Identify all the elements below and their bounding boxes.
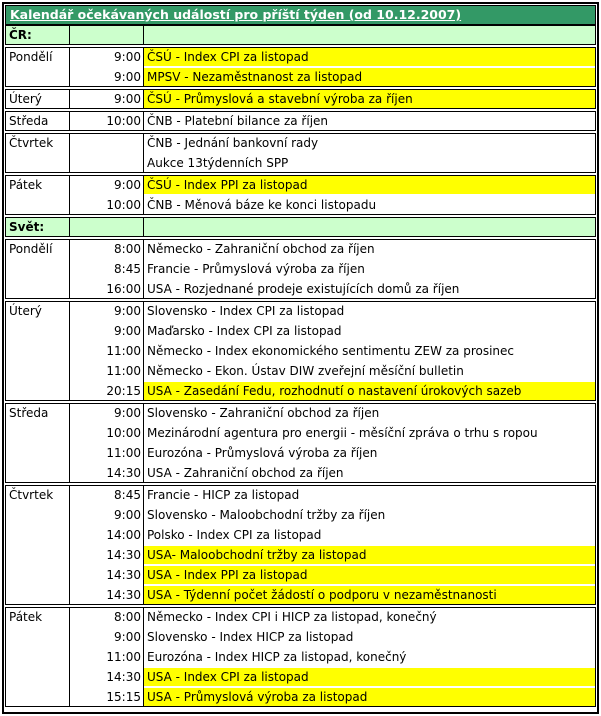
event-column [144, 404, 595, 482]
event-text: USA - Zahraniční obchod za říjen [147, 466, 344, 480]
event-column [144, 302, 595, 400]
event-time: 11:00 [106, 650, 141, 664]
event-time: 10:00 [106, 198, 141, 212]
section-header-cr [5, 25, 596, 45]
time-column [70, 404, 144, 482]
event-text-highlighted: USA - Týdenní počet žádostí o podporu v nezaměstnanosti [144, 586, 595, 604]
event-time: 14:30 [106, 548, 141, 562]
day-label: Pondělí [6, 48, 70, 86]
day-group [5, 175, 596, 215]
calendar-body [5, 25, 596, 707]
event-text: Francie - Průmyslová výroba za říjen [147, 262, 365, 276]
event-column [144, 240, 595, 298]
event-time: 11:00 [106, 446, 141, 460]
event-text-highlighted: USA - Index CPI za listopad [144, 668, 595, 686]
time-column [70, 134, 144, 172]
event-time: 14:30 [106, 670, 141, 684]
day-group [5, 403, 596, 483]
day-group [5, 133, 596, 173]
event-time: 14:30 [106, 568, 141, 582]
day-label: Pondělí [6, 240, 70, 298]
event-time: 9:00 [114, 508, 141, 522]
event-text-highlighted: USA - Zasedání Fedu, rozhodnutí o nastavení úrokových sazeb [144, 382, 595, 400]
time-column [70, 176, 144, 214]
time-column [70, 48, 144, 86]
day-label: Středa [6, 404, 70, 482]
event-column [144, 608, 595, 706]
event-text: Německo - Zahraniční obchod za říjen [147, 242, 375, 256]
day-label: Čtvrtek [6, 486, 70, 604]
event-column [144, 90, 595, 108]
event-time: 14:30 [106, 588, 141, 602]
event-text: USA - Rozjednané prodeje existujících domů za říjen [147, 282, 460, 296]
day-group [5, 301, 596, 401]
event-time: 10:00 [106, 114, 141, 128]
event-text: ČNB - Jednání bankovní rady [147, 136, 319, 150]
day-label: Pátek [6, 608, 70, 706]
event-time: 8:45 [114, 262, 141, 276]
day-label: Úterý [6, 302, 70, 400]
time-column [70, 302, 144, 400]
event-time: 9:00 [114, 324, 141, 338]
event-text: ČNB - Platební bilance za říjen [147, 114, 329, 128]
time-column [70, 608, 144, 706]
day-group [5, 89, 596, 109]
day-group [5, 111, 596, 131]
event-text-highlighted: USA - Index PPI za listopad [144, 566, 595, 584]
event-text: Slovensko - Index HICP za listopad [147, 630, 354, 644]
event-time: 11:00 [106, 364, 141, 378]
event-column [144, 176, 595, 214]
day-label: Úterý [6, 90, 70, 108]
event-text: Eurozóna - Index HICP za listopad, konečný [147, 650, 407, 664]
event-time: 9:00 [114, 304, 141, 318]
event-text: Slovensko - Maloobchodní tržby za říjen [147, 508, 386, 522]
event-time: 15:15 [106, 690, 141, 704]
event-text-highlighted: MPSV - Nezaměstnanost za listopad [144, 68, 595, 86]
event-time: 9:00 [114, 178, 141, 192]
event-time [70, 154, 143, 172]
time-column [70, 112, 144, 130]
event-text: Německo - Index CPI i HICP za listopad, konečný [147, 610, 437, 624]
event-text-highlighted: USA- Maloobchodní tržby za listopad [144, 546, 595, 564]
event-text: ČNB - Měnová báze ke konci listopadu [147, 198, 377, 212]
event-column [144, 486, 595, 604]
section-header-svet [5, 217, 596, 237]
day-group [5, 485, 596, 605]
event-column [144, 134, 595, 172]
event-text-highlighted: ČSÚ - Index CPI za listopad [144, 48, 595, 66]
section-label: Svět: [6, 218, 70, 236]
event-time: 20:15 [106, 384, 141, 398]
event-time [70, 134, 143, 152]
event-text: Maďarsko - Index CPI za listopad [147, 324, 342, 338]
event-time: 9:00 [114, 50, 141, 64]
event-time: 10:00 [106, 426, 141, 440]
section-time-cell [70, 218, 144, 236]
day-label: Čtvrtek [6, 134, 70, 172]
day-group [5, 607, 596, 707]
event-text: Aukce 13týdenních SPP [147, 156, 289, 170]
event-text-highlighted: ČSÚ - Průmyslová a stavební výroba za říjen [144, 90, 595, 108]
day-label: Pátek [6, 176, 70, 214]
event-time: 8:00 [114, 610, 141, 624]
event-time: 9:00 [114, 630, 141, 644]
page-title: Kalendář očekávaných událostí pro příští týden (od 10.12.2007) [5, 5, 596, 25]
event-column [144, 112, 595, 130]
section-time-cell [70, 26, 144, 44]
day-label: Středa [6, 112, 70, 130]
event-text: Francie - HICP za listopad [147, 488, 300, 502]
section-label: ČR: [6, 26, 70, 44]
time-column [70, 486, 144, 604]
event-time: 9:00 [114, 92, 141, 106]
event-text: Německo - Index ekonomického sentimentu ZEW za prosinec [147, 344, 515, 358]
event-time: 9:00 [114, 406, 141, 420]
section-event-cell [144, 218, 595, 236]
event-time: 16:00 [106, 282, 141, 296]
event-time: 11:00 [106, 344, 141, 358]
event-time: 14:30 [106, 466, 141, 480]
event-text: Slovensko - Index CPI za listopad [147, 304, 345, 318]
event-column [144, 48, 595, 86]
event-time: 8:00 [114, 242, 141, 256]
day-group [5, 47, 596, 87]
event-text: Mezinárodní agentura pro energii - měsíční zpráva o trhu s ropou [147, 426, 538, 440]
event-time: 8:45 [114, 488, 141, 502]
event-time: 9:00 [114, 70, 141, 84]
time-column [70, 90, 144, 108]
event-text: Německo - Ekon. Ústav DIW zveřejní měsíční bulletin [147, 364, 464, 378]
time-column [70, 240, 144, 298]
day-group [5, 239, 596, 299]
event-text: Eurozóna - Průmyslová výroba za říjen [147, 446, 378, 460]
event-text: Polsko - Index CPI za listopad [147, 528, 322, 542]
event-text-highlighted: USA - Průmyslová výroba za listopad [144, 688, 595, 706]
event-time: 14:00 [106, 528, 141, 542]
event-text-highlighted: ČSÚ - Index PPI za listopad [144, 176, 595, 194]
events-calendar-table [2, 2, 599, 714]
section-event-cell [144, 26, 595, 44]
event-text: Slovensko - Zahraniční obchod za říjen [147, 406, 380, 420]
